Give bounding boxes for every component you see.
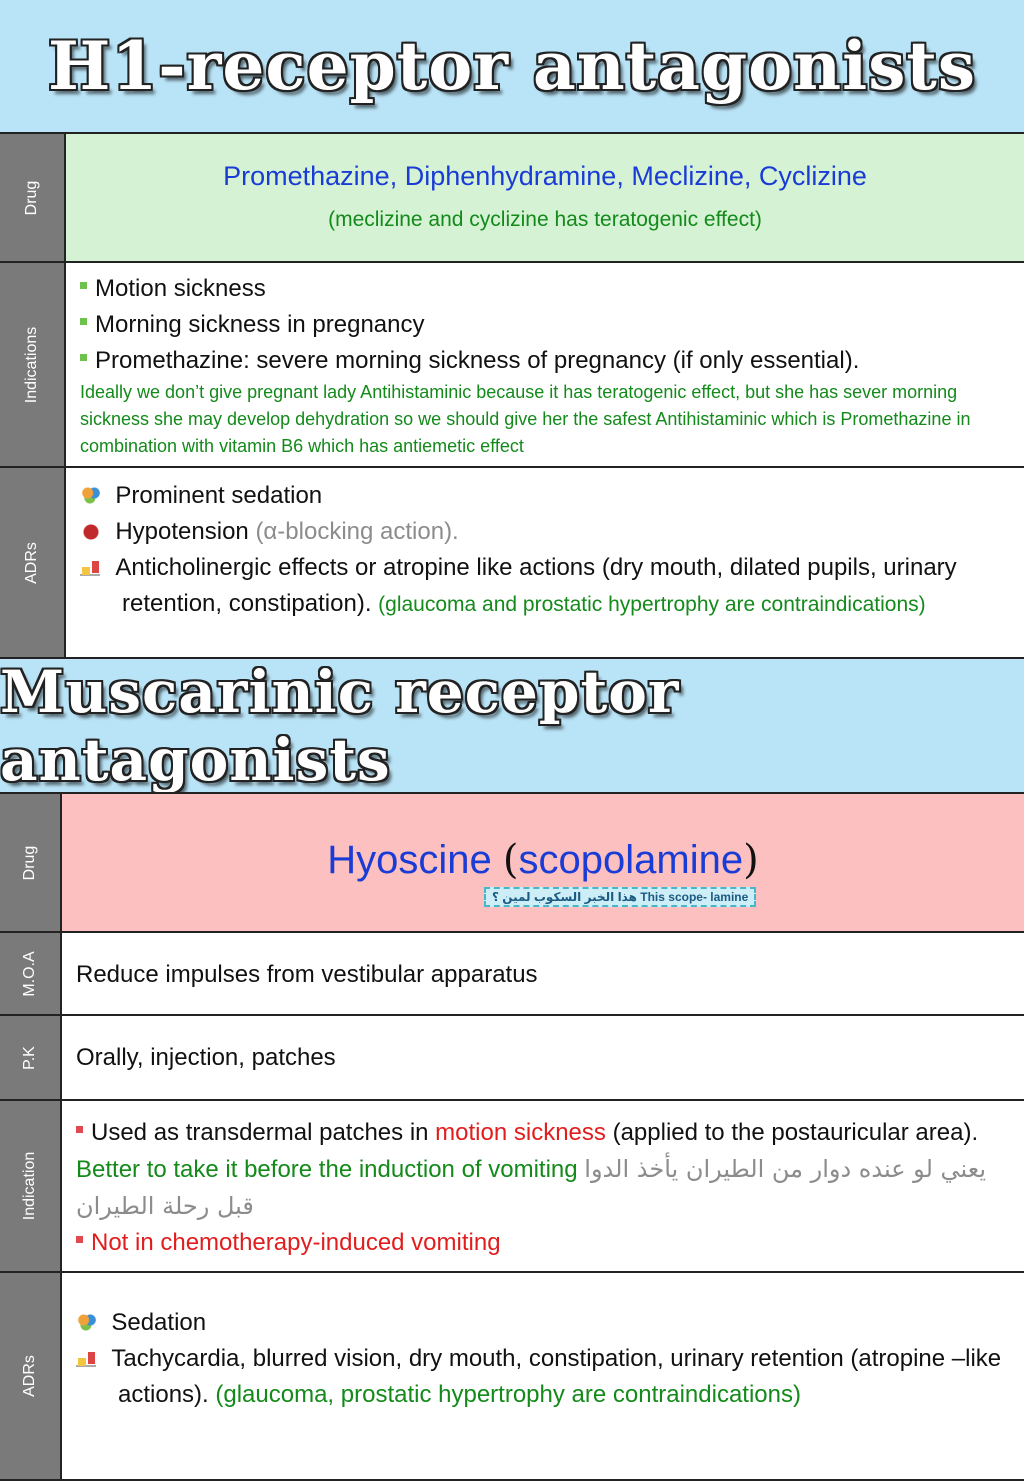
adrs-row — [0, 1273, 1024, 1481]
drug-row-header — [0, 134, 66, 261]
drug-cell — [66, 134, 1024, 261]
adrs-cell — [62, 1273, 1024, 1479]
adrs-row-header — [0, 1273, 62, 1479]
bullet-icon — [76, 1126, 83, 1133]
moa-row — [0, 933, 1024, 1016]
muscarinic-antagonists-table — [0, 792, 1024, 1481]
indication-item: Promethazine: severe morning sickness of pregnancy (if only essential). — [80, 343, 1014, 379]
indication-item-patches: Used as transdermal patches in motion sickness (applied to the postauricular area). Better to take it before the induction of vomiting يعني لو عنده دوار من الطيران يأخذ الدوا قبل رحلة الطيران — [76, 1119, 987, 1220]
indication-item: Morning sickness in pregnancy — [80, 307, 1014, 343]
section2-title: Muscarinic receptor antagonists — [0, 658, 680, 794]
bullet-icon — [80, 354, 87, 361]
indication-item-chemo: Not in chemotherapy-induced vomiting — [76, 1225, 1010, 1261]
pk-row-header — [0, 1016, 62, 1099]
bullet-icon — [80, 282, 87, 289]
adrs-row-header — [0, 468, 66, 657]
pk-row-label: P.K — [21, 1045, 38, 1070]
pk-cell — [62, 1016, 1024, 1099]
drug-row-header — [0, 794, 62, 931]
brain-icon — [80, 485, 102, 505]
adr-atropine-like: Tachycardia, blurred vision, dry mouth, constipation, urinary retention (atropine –like actions). (glaucoma, prostatic hypertrophy are contraindications) — [76, 1341, 1010, 1413]
moa-row-header — [0, 933, 62, 1014]
moa-text: Reduce impulses from vestibular apparatus — [76, 961, 538, 988]
adr-sedation: Sedation — [76, 1305, 1010, 1341]
pk-text: Orally, injection, patches — [76, 1044, 336, 1071]
section2-banner — [0, 660, 1024, 792]
indication-row — [0, 1101, 1024, 1273]
pk-row — [0, 1016, 1024, 1101]
drug-name: Hyoscine (scopolamine) — [327, 837, 759, 883]
indications-note: Ideally we don’t give pregnant lady Antihistaminic because it has teratogenic effect, but she has sever morning sickness she may develop dehydration so we should give her the safest Antihistaminic which is Promethazine in combination with vitamin B6 which has antiemetic effect — [80, 382, 971, 456]
indication-row-label: Indication — [21, 1151, 38, 1221]
indications-cell — [66, 263, 1024, 466]
adrs-row-label: ADRs — [23, 541, 40, 584]
section1-banner — [0, 0, 1024, 132]
heart-icon — [80, 521, 102, 541]
moa-row-label: M.O.A — [21, 950, 38, 997]
drug-names: Promethazine, Diphenhydramine, Meclizine, Cyclizine — [223, 161, 867, 191]
drug-row-label: Drug — [23, 180, 40, 215]
bullet-icon — [76, 1236, 83, 1243]
section1-title: H1-receptor antagonists — [47, 27, 977, 105]
pills-icon — [80, 557, 102, 577]
drug-note: (meclizine and cyclizine has teratogenic effect) — [328, 208, 762, 231]
h1-antagonists-table — [0, 132, 1024, 659]
drug-row-label: Drug — [21, 845, 38, 880]
adr-sedation: Prominent sedation — [80, 478, 1010, 514]
adrs-cell — [66, 468, 1024, 657]
drug-row — [0, 134, 1024, 263]
adr-hypotension: Hypotension (α-blocking action). — [80, 514, 1010, 550]
indications-row-label: Indications — [23, 326, 40, 403]
adrs-row — [0, 468, 1024, 659]
brain-icon — [76, 1312, 98, 1332]
drug-row — [0, 794, 1024, 933]
moa-cell — [62, 933, 1024, 1014]
adrs-row-label: ADRs — [21, 1355, 38, 1397]
indications-row-header — [0, 263, 66, 466]
bullet-icon — [80, 318, 87, 325]
indication-item: Motion sickness — [80, 271, 1014, 307]
indication-row-header — [0, 1101, 62, 1271]
arabic-note: يعني لو عنده دوار من الطيران يأخذ الدوا قبل رحلة الطيران — [76, 1155, 987, 1220]
drug-cell — [62, 794, 1024, 931]
adr-anticholinergic: Anticholinergic effects or atropine like actions (dry mouth, dilated pupils, urinary retention, constipation). (glaucoma and prostatic hypertrophy are contraindications) — [80, 550, 1010, 623]
indication-cell — [62, 1101, 1024, 1271]
pills-icon — [76, 1348, 98, 1368]
scope-lamine-tag: هذا الخبر السكوب لمين ؟ This scope- lamine — [484, 887, 756, 907]
indications-row — [0, 263, 1024, 468]
